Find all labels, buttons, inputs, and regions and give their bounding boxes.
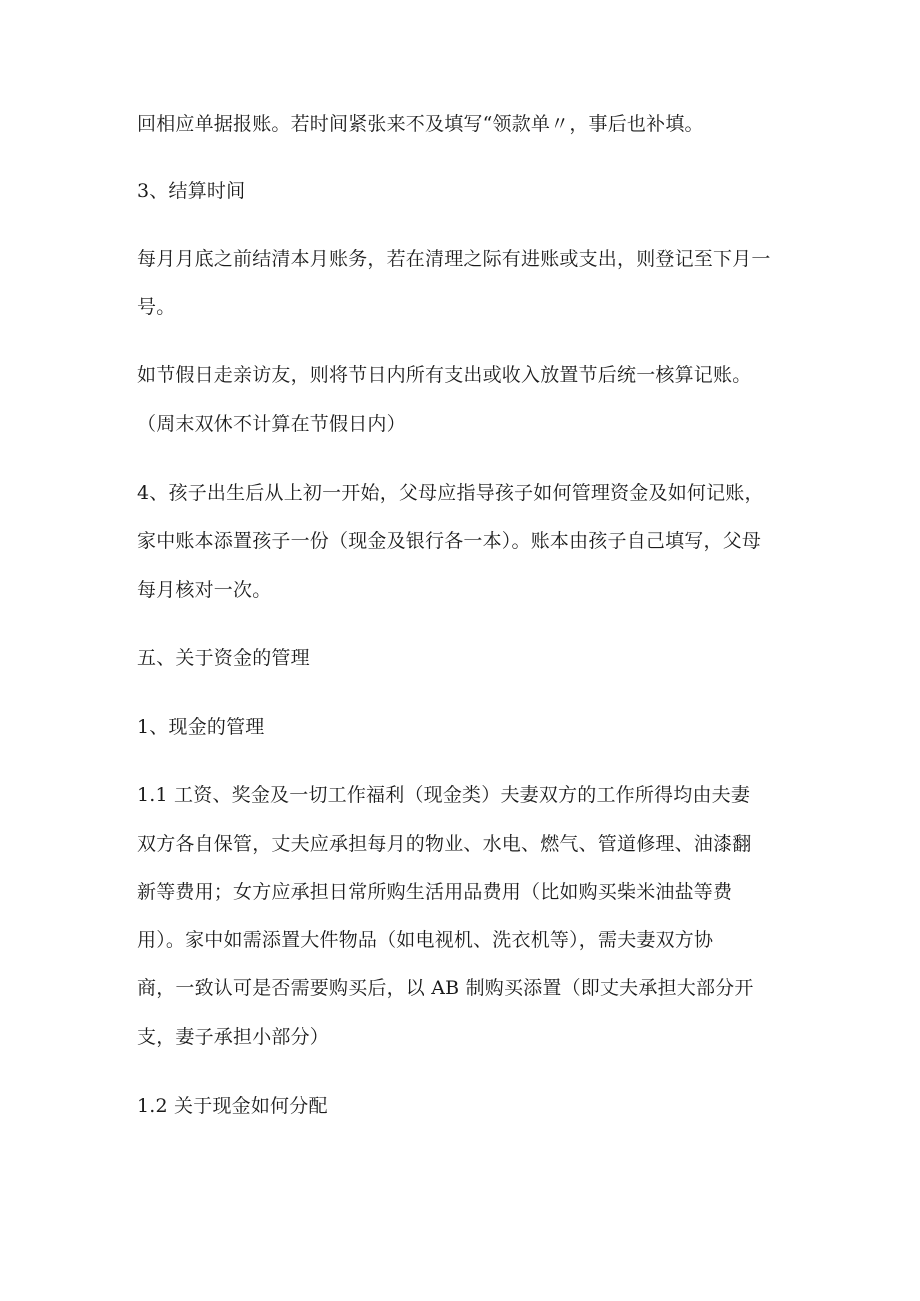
text-line-salary-bonus: 1.1 工资、奖金及一切工作福利（现金类）夫妻双方的工作所得均由夫妻: [137, 784, 751, 806]
text-line-children-ledger: 家中账本添置孩子一份（现金及银行各一本）。账本由孩子自己填写，父母: [137, 530, 762, 552]
text-line-monthly-check: 每月核对一次。: [137, 579, 272, 601]
text-line-large-items: 用）。家中如需添置大件物品（如电视机、洗衣机等），需夫妻双方协: [137, 929, 714, 951]
text-line-cost-split: 支，妻子承担小部分）: [137, 1026, 330, 1048]
text-line-ab-system: 商，一致认可是否需要购买后，以 AB 制购买添置（即丈夫承担大部分开: [137, 977, 754, 999]
heading-fund-management: 五、关于资金的管理: [137, 647, 310, 669]
text-line-receipt-reimbursement: 回相应单据报账。若时间紧张来不及填写“领款单〃，事后也补填。: [137, 113, 704, 135]
text-line-month-end-cont: 号。: [137, 296, 176, 318]
text-line-children-accounts: 4、孩子出生后从上初一开始，父母应指导孩子如何管理资金及如何记账，: [137, 482, 764, 504]
text-line-weekend-note: （周末双休不计算在节假日内）: [137, 413, 406, 435]
text-line-holidays: 如节假日走亲访友，则将节日内所有支出或收入放置节后统一核算记账。: [137, 364, 752, 386]
heading-cash-allocation: 1.2 关于现金如何分配: [137, 1095, 328, 1117]
text-line-wife-costs: 新等费用；女方应承担日常所购生活用品费用（比如购买柴米油盐等费: [137, 881, 733, 903]
text-line-month-end: 每月月底之前结清本月账务，若在清理之际有进账或支出，则登记至下月一: [137, 248, 771, 270]
heading-settlement-time: 3、结算时间: [137, 180, 246, 202]
text-line-husband-costs: 双方各自保管，丈夫应承担每月的物业、水电、燃气、管道修理、油漆翻: [137, 833, 752, 855]
heading-cash-management: 1、现金的管理: [137, 716, 265, 738]
